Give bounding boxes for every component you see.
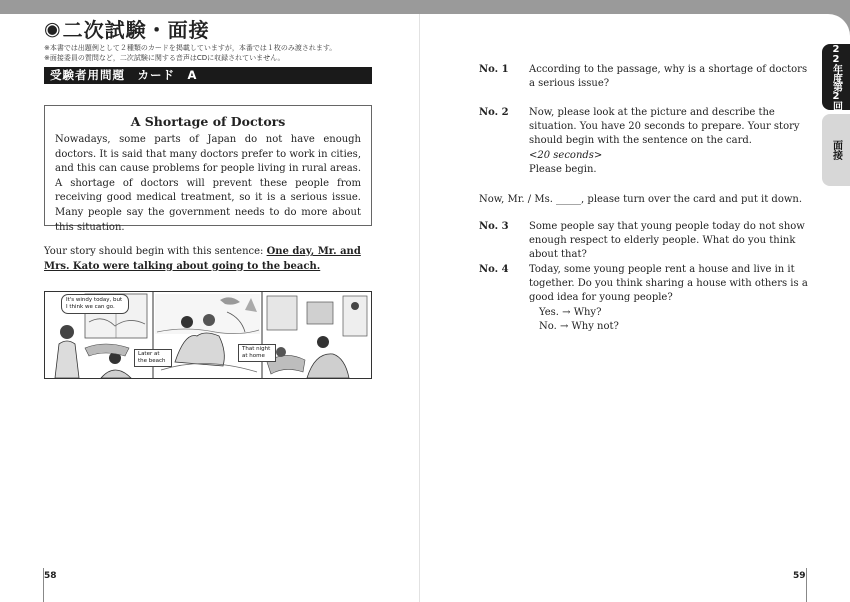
speech-bubble: It's windy today, but I think we can go. (61, 294, 129, 314)
question-number: No. 1 (479, 64, 509, 75)
section-title (44, 14, 210, 43)
page-number: 59 (793, 571, 806, 581)
question-text (529, 106, 808, 177)
question-line: Please begin. (529, 163, 597, 175)
story-instruction (44, 245, 374, 274)
notes (44, 43, 336, 63)
page-title: 二次試験・面接 (62, 18, 210, 42)
passage-body: Nowadays, some parts of Japan do not have enough doctors. It is said that many doctors prefer to work in cities, and this can cause problems for people living in rural areas. A shortage of doctors will prevent these people from receiving good medical treatment, so it is a serious issue. Many people say the government needs to do more about this situation. (55, 134, 361, 233)
yes-prompt: Yes. → Why? (539, 306, 602, 318)
passage-title: A Shortage of Doctors (130, 114, 286, 129)
tab-interview[interactable]: 面接 (822, 114, 850, 186)
question-2 (479, 106, 808, 177)
question-number: No. 2 (479, 107, 509, 118)
footer-line (806, 568, 807, 602)
question-number: No. 4 (479, 264, 509, 275)
question-1 (479, 63, 808, 91)
story-sentence: One day, Mr. and Mrs. Kato were talking about going to the beach. (44, 246, 361, 272)
comic-strip (44, 291, 372, 379)
question-text (529, 263, 808, 334)
timing-note: <20 seconds> (529, 149, 603, 161)
note-line: ※本書では出題例として２種類のカードを掲載していますが，本番では１枚のみ渡されます。 (44, 44, 337, 52)
question-text: Some people say that young people today do not show enough respect to elderly people. What do you think about that? (529, 221, 805, 261)
gutter-line (419, 14, 420, 602)
top-bar (0, 0, 850, 14)
story-prefix: Your story should begin with this sentence: (44, 246, 267, 257)
page-number: 58 (44, 571, 57, 581)
question-line: Today, some young people rent a house and live in it together. Do you think sharing a house with others is a good idea for young people? (529, 264, 808, 304)
tab-year-round[interactable]: 22年度第2回 (822, 44, 850, 110)
title-bullet-icon: ◉ (44, 17, 61, 40)
panel-caption: Later at the beach (134, 349, 172, 367)
question-4 (479, 263, 808, 334)
question-text: According to the passage, why is a shortage of doctors a serious issue? (529, 64, 808, 90)
no-prompt: No. → Why not? (539, 320, 619, 332)
panel-caption: That night at home (238, 344, 276, 362)
question-line: Now, please look at the picture and describe the situation. You have 20 seconds to prepare. Your story should begin with the sentence on the card. (529, 107, 800, 147)
note-line: ※面接委員の質問など，二次試験に関する音声はCDに収録されていません。 (44, 54, 285, 62)
question-number: No. 3 (479, 221, 509, 232)
passage-box (44, 105, 372, 233)
instruction-line: Now, Mr. / Ms. _____, please turn over the card and put it down. (479, 194, 803, 205)
question-3 (479, 220, 808, 263)
card-label-bar: 受験者用問題 カード A (44, 67, 372, 84)
